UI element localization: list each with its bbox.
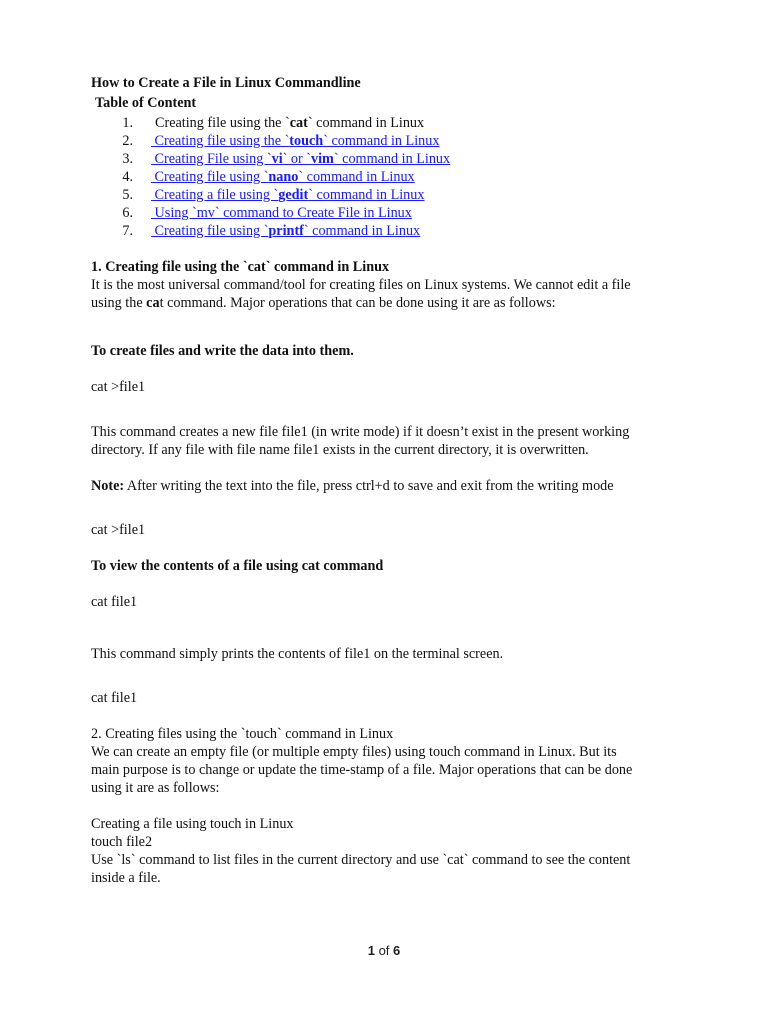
code-line: cat file1 <box>91 594 138 610</box>
total-page-number: 6 <box>393 943 401 958</box>
toc-item-2[interactable]: 2. Creating file using the `touch` command in Linux <box>122 133 440 149</box>
toc-link-gedit[interactable]: Creating a file using `gedit` command in Linux <box>151 187 425 203</box>
code-line: touch file2 <box>91 834 153 850</box>
toc-item-6[interactable]: 6. Using `mv` command to Create File in Linux <box>122 205 412 221</box>
section-2-paragraph-line: main purpose is to change or update the time-stamp of a file. Major operations that can be done <box>91 762 633 778</box>
toc-link-vi-vim[interactable]: Creating File using `vi` or `vim` command in Linux <box>151 151 451 167</box>
toc-link-printf[interactable]: Creating file using `printf` command in Linux <box>151 223 421 239</box>
toc-item-4[interactable]: 4. Creating file using `nano` command in Linux <box>122 169 415 185</box>
subheading-touch: Creating a file using touch in Linux <box>91 816 294 832</box>
section-2-paragraph-line: using it are as follows: <box>91 780 220 796</box>
section-2-heading: 2. Creating files using the `touch` command in Linux <box>91 726 394 742</box>
section-1-paragraph-line: It is the most universal command/tool for creating files on Linux systems. We cannot edit a file <box>91 277 631 293</box>
section-1-heading: 1. Creating file using the `cat` command in Linux <box>91 259 390 275</box>
page-indicator: 1 of 6 <box>367 943 401 958</box>
table-of-contents <box>91 114 691 240</box>
section-1-paragraph-line: using the cat command. Major operations that can be done using it are as follows: <box>91 295 556 311</box>
paragraph-line: This command simply prints the contents of file1 on the terminal screen. <box>91 646 504 662</box>
toc-link-nano[interactable]: Creating file using `nano` command in Linux <box>151 169 415 185</box>
toc-link-touch[interactable]: Creating file using the `touch` command in Linux <box>151 133 440 149</box>
paragraph-line: directory. If any file with file name file1 exists in the current directory, it is overwritten. <box>91 442 589 458</box>
code-line: cat >file1 <box>91 522 146 538</box>
toc-title: Table of Content <box>95 95 197 111</box>
note-line: Note: After writing the text into the file, press ctrl+d to save and exit from the writing mode <box>91 478 614 494</box>
paragraph-line: This command creates a new file file1 (in write mode) if it doesn’t exist in the present working <box>91 424 630 440</box>
document-page <box>91 74 691 887</box>
subheading-create-files: To create files and write the data into them. <box>91 343 354 359</box>
toc-link-mv[interactable]: Using `mv` command to Create File in Linux <box>151 205 412 221</box>
toc-item-3[interactable]: 3. Creating File using `vi` or `vim` command in Linux <box>122 151 451 167</box>
code-line: cat file1 <box>91 690 138 706</box>
paragraph-line: inside a file. <box>91 870 161 886</box>
code-line: cat >file1 <box>91 379 146 395</box>
toc-item-7[interactable]: 7. Creating file using `printf` command in Linux <box>122 223 421 239</box>
subheading-view-contents: To view the contents of a file using cat command <box>91 558 384 574</box>
paragraph-line: Use `ls` command to list files in the current directory and use `cat` command to see the content <box>91 852 631 868</box>
toc-item-5[interactable]: 5. Creating a file using `gedit` command in Linux <box>122 187 425 203</box>
toc-item-1: 1. Creating file using the `cat` command in Linux <box>122 115 425 131</box>
current-page-number: 1 <box>367 943 375 958</box>
section-2-paragraph-line: We can create an empty file (or multiple empty files) using touch command in Linux. But its <box>91 744 617 760</box>
document-title: How to Create a File in Linux Commandline <box>91 75 361 91</box>
